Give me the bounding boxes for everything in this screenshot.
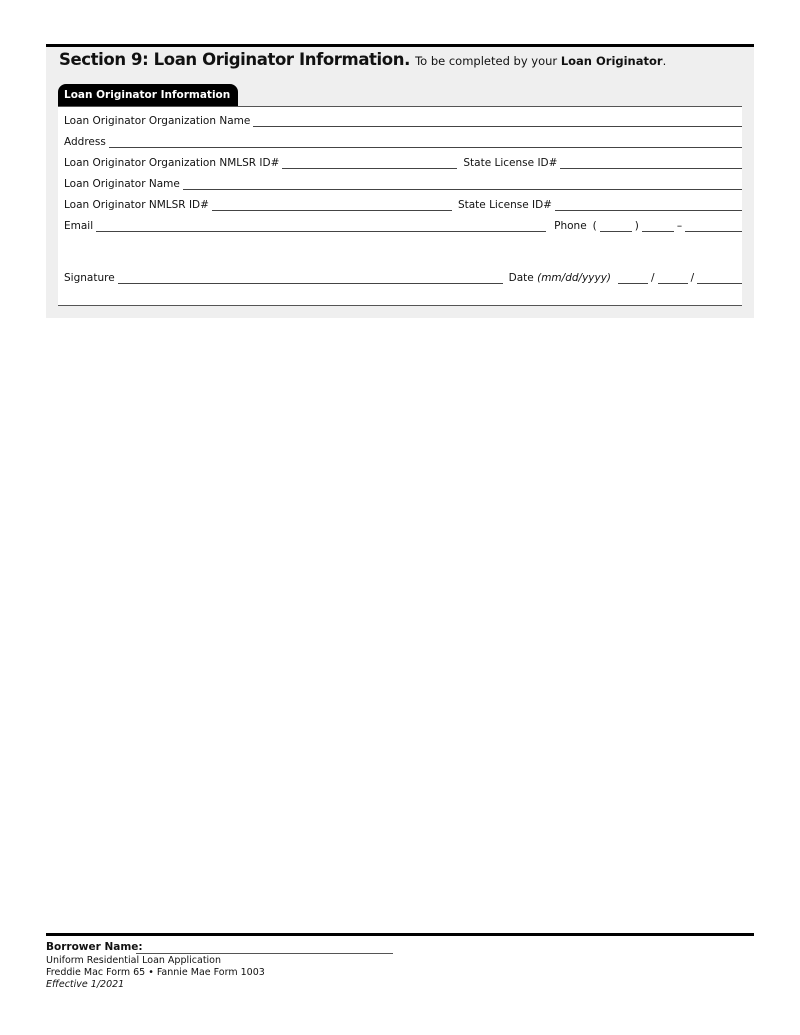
- org-name-label: Loan Originator Organization Name: [64, 115, 251, 127]
- section-title: [59, 50, 666, 69]
- date-format-hint: (mm/dd/yyyy): [537, 272, 612, 284]
- phone-dash: –: [676, 220, 683, 232]
- email-label: Email: [64, 220, 94, 232]
- phone-label: Phone: [554, 220, 587, 232]
- date-month-field[interactable]: [618, 272, 648, 284]
- lo-nmlsr-row: [64, 193, 742, 211]
- borrower-name-field[interactable]: [136, 953, 393, 954]
- form-panel: [58, 107, 742, 306]
- borrower-name-label: Borrower Name:: [46, 941, 143, 953]
- org-nmlsr-row: [64, 151, 742, 169]
- signature-field[interactable]: [118, 272, 503, 284]
- lo-nmlsr-field[interactable]: [212, 199, 452, 211]
- email-field[interactable]: [96, 220, 546, 232]
- address-label: Address: [64, 136, 106, 148]
- subsection-tab: Loan Originator Information: [58, 84, 238, 107]
- lo-name-row: [64, 172, 742, 190]
- section-instructions: [415, 54, 666, 68]
- signature-date-row: [64, 266, 742, 284]
- address-field[interactable]: [109, 136, 742, 148]
- date-day-field[interactable]: [658, 272, 688, 284]
- lo-state-license-field[interactable]: [555, 199, 742, 211]
- date-label: [509, 272, 614, 284]
- org-state-license-label: State License ID#: [463, 157, 558, 169]
- phone-line-field[interactable]: [685, 220, 742, 232]
- phone-prefix-field[interactable]: [642, 220, 674, 232]
- lo-nmlsr-label: Loan Originator NMLSR ID#: [64, 199, 209, 211]
- lo-state-license-label: State License ID#: [457, 199, 552, 211]
- phone-close-paren: ): [634, 220, 639, 232]
- section-heading: Section 9: Loan Originator Information.: [59, 50, 410, 69]
- org-nmlsr-label: Loan Originator Organization NMLSR ID#: [64, 157, 280, 169]
- email-phone-row: [64, 214, 742, 232]
- phone-area-code-field[interactable]: [600, 220, 632, 232]
- date-separator-1: /: [651, 272, 655, 284]
- instructions-bold: Loan Originator: [560, 54, 663, 68]
- form-title: Uniform Residential Loan Application: [46, 955, 222, 966]
- lo-name-field[interactable]: [183, 178, 742, 190]
- instructions-prefix: To be completed by your: [415, 54, 558, 68]
- effective-date: Effective 1/2021: [46, 979, 125, 990]
- form-numbers: Freddie Mac Form 65 • Fannie Mae Form 1003: [46, 967, 265, 978]
- page-footer: [46, 933, 754, 990]
- date-separator-2: /: [690, 272, 695, 284]
- date-text: Date: [508, 272, 534, 284]
- address-row: [64, 130, 742, 148]
- signature-label: Signature: [64, 272, 115, 284]
- org-state-license-field[interactable]: [560, 157, 742, 169]
- org-nmlsr-field[interactable]: [282, 157, 457, 169]
- instructions-suffix: .: [662, 54, 667, 68]
- org-name-field[interactable]: [253, 115, 742, 127]
- lo-name-label: Loan Originator Name: [64, 178, 180, 190]
- phone-open-paren: (: [592, 220, 597, 232]
- org-name-row: [64, 109, 742, 127]
- section-9-loan-originator: [46, 44, 754, 318]
- date-year-field[interactable]: [697, 272, 742, 284]
